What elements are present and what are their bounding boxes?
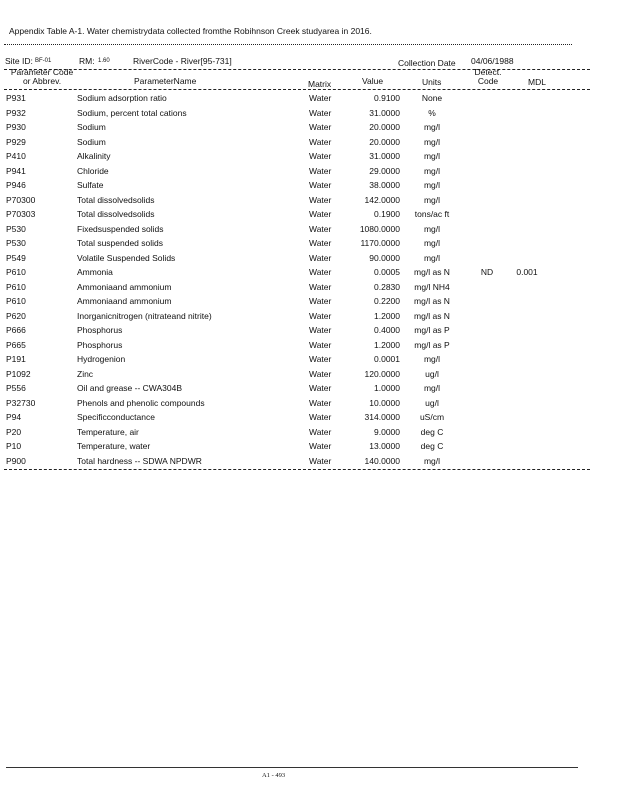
row-param-code: P665: [6, 339, 26, 350]
row-param-name: Sodium: [77, 122, 106, 132]
collection-date-label: Collection Date: [398, 58, 456, 68]
table-row: [0, 398, 618, 413]
row-value: 0.2200: [374, 296, 400, 306]
row-value: 0.0005: [374, 267, 400, 277]
row-param-code: P900: [6, 455, 26, 466]
data-table-body: [0, 93, 618, 470]
table-row: [0, 267, 618, 282]
row-matrix: Water: [309, 107, 332, 118]
table-row: [0, 224, 618, 239]
row-matrix: Water: [309, 238, 332, 248]
table-row: [0, 427, 618, 442]
row-param-code: P610: [6, 281, 26, 292]
row-param-name: Ammoniaand ammonium: [77, 281, 172, 292]
row-param-code: P20: [6, 426, 22, 437]
row-value: 20.0000: [369, 122, 400, 132]
row-matrix: Water: [309, 354, 332, 364]
row-param-name: Phosphorus: [77, 325, 123, 335]
caption-divider: [4, 44, 572, 45]
row-matrix: Water: [309, 281, 332, 292]
row-param-code: P930: [6, 122, 26, 132]
row-units: deg C: [420, 441, 444, 451]
row-param-code: P530: [6, 223, 26, 234]
row-mdl: 0.001: [516, 267, 538, 277]
page-number: A1 - 493: [262, 772, 286, 779]
site-id-label: Site ID:: [5, 56, 33, 66]
row-matrix: Water: [309, 339, 332, 350]
row-matrix: Water: [309, 209, 332, 219]
row-units: ug/l: [425, 368, 439, 379]
row-param-name: Temperature, air: [77, 426, 139, 437]
row-units: mg/l: [423, 180, 441, 190]
row-param-name: Total hardness -- SDWA NPDWR: [77, 455, 202, 466]
table-row: [0, 354, 618, 369]
row-value: 1.2000: [374, 310, 400, 321]
col-header-value: Value: [362, 76, 384, 86]
row-matrix: Water: [309, 267, 332, 277]
row-param-name: Hydrogenion: [77, 354, 126, 364]
row-param-code: P610: [6, 296, 26, 306]
table-row: [0, 412, 618, 427]
row-param-code: P931: [6, 93, 26, 103]
row-param-code: P191: [6, 354, 26, 364]
row-matrix: Water: [309, 310, 332, 321]
row-value: 314.0000: [364, 412, 400, 422]
table-caption: Appendix Table A-1. Water chemistrydata collected fromthe Robihnson Creek studyarea in 2016.: [9, 26, 372, 36]
col-header-code-line2: or Abbrev.: [22, 76, 62, 86]
row-units: None: [421, 93, 443, 103]
row-param-code: P941: [6, 165, 26, 176]
row-units: mg/l as N: [414, 296, 450, 306]
row-param-code: P620: [6, 310, 26, 321]
row-param-name: Zinc: [77, 368, 94, 379]
row-value: 140.0000: [364, 455, 400, 466]
row-units: %: [428, 107, 436, 118]
table-row: [0, 151, 618, 166]
row-param-code: P946: [6, 180, 26, 190]
row-value: 90.0000: [369, 252, 400, 263]
row-units: mg/l: [423, 122, 441, 132]
row-param-code: P70303: [6, 209, 36, 219]
table-row: [0, 340, 618, 355]
row-units: mg/l: [423, 223, 441, 234]
row-value: 0.0001: [374, 354, 400, 364]
table-row: [0, 383, 618, 398]
row-param-code: P410: [6, 151, 26, 161]
row-param-name: Chloride: [77, 165, 109, 176]
table-row: [0, 93, 618, 108]
row-value: 1.0000: [374, 383, 400, 393]
row-param-code: P530: [6, 238, 26, 248]
table-row: [0, 195, 618, 210]
table-row: [0, 209, 618, 224]
row-value: 1.2000: [374, 339, 400, 350]
table-row: [0, 441, 618, 456]
row-param-name: Alkalinity: [77, 151, 111, 161]
row-param-name: Total dissolvedsolids: [77, 194, 155, 205]
table-row: [0, 137, 618, 152]
table-row: [0, 456, 618, 471]
row-param-code: P32730: [6, 397, 36, 408]
row-param-code: P610: [6, 267, 26, 277]
row-units: mg/l: [423, 165, 441, 176]
row-units: mg/l: [423, 238, 441, 248]
row-value: 0.9100: [374, 93, 400, 103]
row-units: ug/l: [425, 397, 439, 408]
row-units: mg/l: [423, 194, 441, 205]
row-value: 1080.0000: [359, 223, 400, 234]
row-param-code: P556: [6, 383, 26, 393]
row-matrix: Water: [309, 165, 332, 176]
row-units: mg/l as P: [414, 325, 450, 335]
row-units: mg/l as N: [414, 310, 450, 321]
row-units: mg/l: [423, 136, 441, 147]
row-param-name: Phenols and phenolic compounds: [77, 397, 205, 408]
col-header-name: ParameterName: [134, 76, 197, 86]
col-header-detect: [472, 68, 504, 86]
row-value: 10.0000: [369, 397, 400, 408]
table-row: [0, 238, 618, 253]
row-param-name: Total suspended solids: [77, 238, 164, 248]
row-matrix: Water: [309, 426, 332, 437]
col-header-code: [10, 68, 74, 86]
row-units: mg/l: [423, 383, 441, 393]
row-units: mg/l: [423, 252, 441, 263]
row-param-name: Sodium, percent total cations: [77, 107, 187, 118]
row-param-code: P549: [6, 252, 26, 263]
rm-value: 1.60: [98, 58, 110, 64]
row-matrix: Water: [309, 368, 332, 379]
row-param-name: Ammonia: [77, 267, 113, 277]
row-units: uS/cm: [419, 412, 445, 422]
row-param-name: Sulfate: [77, 180, 104, 190]
table-row: [0, 325, 618, 340]
row-param-code: P929: [6, 136, 26, 147]
row-matrix: Water: [309, 93, 332, 103]
row-param-code: P70300: [6, 194, 36, 205]
row-param-code: P932: [6, 107, 26, 118]
row-detect-code: ND: [480, 267, 494, 277]
row-matrix: Water: [309, 383, 332, 393]
row-units: mg/l: [423, 151, 441, 161]
collection-date-value: 04/06/1988: [471, 56, 514, 66]
row-matrix: Water: [309, 223, 332, 234]
row-param-name: Ammoniaand ammonium: [77, 296, 172, 306]
row-param-name: Temperature, water: [77, 441, 151, 451]
table-bottom-divider: [4, 469, 590, 470]
row-param-name: Sodium adsorption ratio: [77, 93, 167, 103]
row-param-name: Inorganicnitrogen (nitrateand nitrite): [77, 310, 212, 321]
row-units: tons/ac ft: [414, 209, 450, 219]
row-param-code: P10: [6, 441, 22, 451]
river-code: RiverCode - River[95-731]: [133, 56, 232, 66]
row-matrix: Water: [309, 151, 332, 161]
row-param-name: Fixedsuspended solids: [77, 223, 164, 234]
row-matrix: Water: [309, 122, 332, 132]
row-matrix: Water: [309, 252, 332, 263]
row-value: 0.4000: [374, 325, 400, 335]
table-row: [0, 180, 618, 195]
footer-rule: [6, 767, 578, 768]
row-param-name: Oil and grease -- CWA304B: [77, 383, 183, 393]
table-row: [0, 282, 618, 297]
row-matrix: Water: [309, 194, 332, 205]
row-value: 13.0000: [369, 441, 400, 451]
row-matrix: Water: [309, 296, 332, 306]
row-units: mg/l: [423, 455, 441, 466]
row-value: 0.1900: [374, 209, 400, 219]
table-row: [0, 296, 618, 311]
col-header-mdl: MDL: [528, 77, 546, 87]
row-value: 120.0000: [364, 368, 400, 379]
table-row: [0, 166, 618, 181]
row-param-name: Volatile Suspended Solids: [77, 252, 176, 263]
row-param-code: P94: [6, 412, 22, 422]
row-param-code: P1092: [6, 368, 31, 379]
row-value: 38.0000: [369, 180, 400, 190]
row-value: 20.0000: [369, 136, 400, 147]
col-header-detect-line1: Detect.: [474, 67, 502, 77]
row-value: 9.0000: [374, 426, 400, 437]
row-matrix: Water: [309, 325, 332, 335]
row-value: 31.0000: [369, 151, 400, 161]
row-units: deg C: [420, 426, 444, 437]
rm-label: RM:: [79, 56, 95, 66]
row-value: 1170.0000: [360, 238, 400, 248]
row-matrix: Water: [309, 455, 332, 466]
row-value: 31.0000: [369, 107, 400, 118]
row-value: 0.2830: [374, 281, 400, 292]
col-header-matrix: Matrix: [308, 79, 332, 89]
table-row: [0, 311, 618, 326]
table-row: [0, 122, 618, 137]
row-value: 142.0000: [364, 194, 400, 205]
row-matrix: Water: [309, 397, 332, 408]
site-id-value: BF-01: [35, 58, 52, 64]
row-units: mg/l NH4: [414, 281, 450, 292]
row-param-name: Specificconductance: [77, 412, 155, 422]
row-units: mg/l: [423, 354, 441, 364]
row-units: mg/l as N: [414, 267, 450, 277]
table-row: [0, 253, 618, 268]
col-header-detect-line2: Code: [477, 76, 499, 86]
col-header-units: Units: [422, 77, 442, 87]
col-header-code-line1: Parameter Code: [10, 67, 74, 77]
row-value: 29.0000: [369, 165, 400, 176]
row-matrix: Water: [309, 180, 332, 190]
row-matrix: Water: [309, 441, 332, 451]
table-row: [0, 108, 618, 123]
row-units: mg/l as P: [414, 339, 450, 350]
column-header-divider: [4, 89, 590, 90]
row-param-name: Total dissolvedsolids: [77, 209, 155, 219]
row-param-name: Sodium: [77, 136, 106, 147]
row-matrix: Water: [309, 136, 332, 147]
row-matrix: Water: [309, 412, 332, 422]
table-row: [0, 369, 618, 384]
row-param-code: P666: [6, 325, 26, 335]
row-param-name: Phosphorus: [77, 339, 123, 350]
